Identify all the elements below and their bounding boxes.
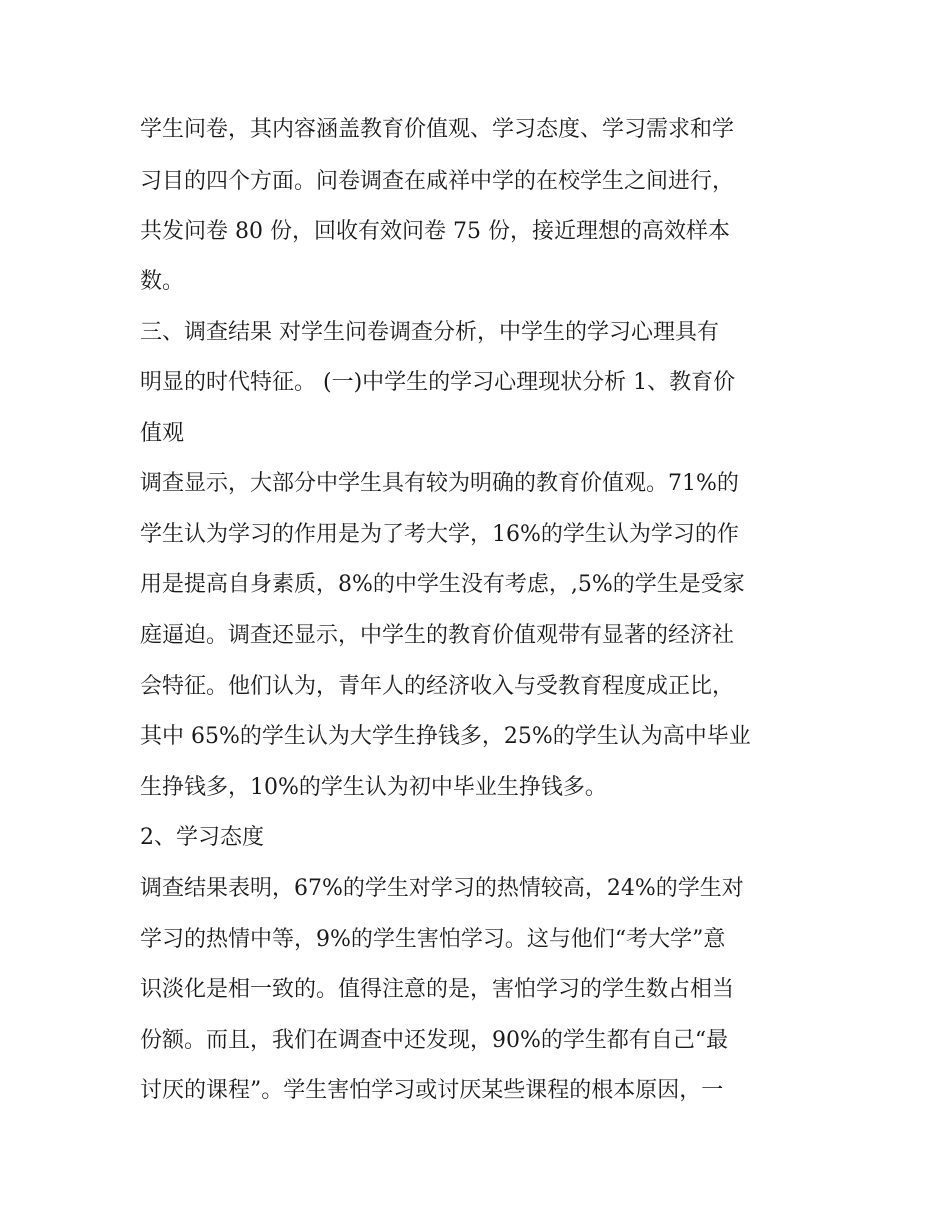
text-line: 数。	[140, 269, 185, 294]
text-line: 用是提高自身素质，8%的中学生没有考虑，,5%的学生是受家	[140, 572, 745, 597]
text-line: 习目的四个方面。问卷调查在咸祥中学的在校学生之间进行，	[140, 169, 735, 194]
text-line: 会特征。他们认为，青年人的经济收入与受教育程度成正比，	[140, 674, 735, 699]
text-line: 调查显示，大部分中学生具有较为明确的教育价值观。71%的	[140, 471, 739, 496]
text-line: 其中 65%的学生认为大学生挣钱多，25%的学生认为高中毕业	[140, 724, 751, 749]
text-line: 学习的热情中等，9%的学生害怕学习。这与他们“考大学”意	[140, 927, 726, 952]
section-heading-line: 三、调查结果 对学生问卷调查分析，中学生的学习心理具有	[140, 320, 719, 345]
text-line: 共发问卷 80 份，回收有效问卷 75 份，接近理想的高效样本	[140, 219, 730, 244]
text-line: 调查结果表明，67%的学生对学习的热情较高，24%的学生对	[140, 876, 744, 901]
text-line: 学生问卷，其内容涵盖教育价值观、学习态度、学习需求和学	[140, 117, 735, 142]
text-line: 明显的时代特征。 (一)中学生的学习心理现状分析 1、教育价	[140, 370, 736, 395]
text-line: 庭逼迫。调查还显示，中学生的教育价值观带有显著的经济社	[140, 623, 735, 648]
text-line: 识淡化是相一致的。值得注意的是，害怕学习的学生数占相当	[140, 977, 735, 1002]
text-line: 值观	[140, 421, 185, 446]
text-line: 份额。而且，我们在调查中还发现，90%的学生都有自己“最	[140, 1028, 729, 1053]
text-line: 学生认为学习的作用是为了考大学，16%的学生认为学习的作	[140, 522, 739, 547]
text-line: 讨厌的课程”。学生害怕学习或讨厌某些课程的根本原因，一	[140, 1078, 724, 1103]
text-line: 生挣钱多，10%的学生认为初中毕业生挣钱多。	[140, 775, 607, 800]
subsection-heading: 2、学习态度	[140, 825, 264, 850]
